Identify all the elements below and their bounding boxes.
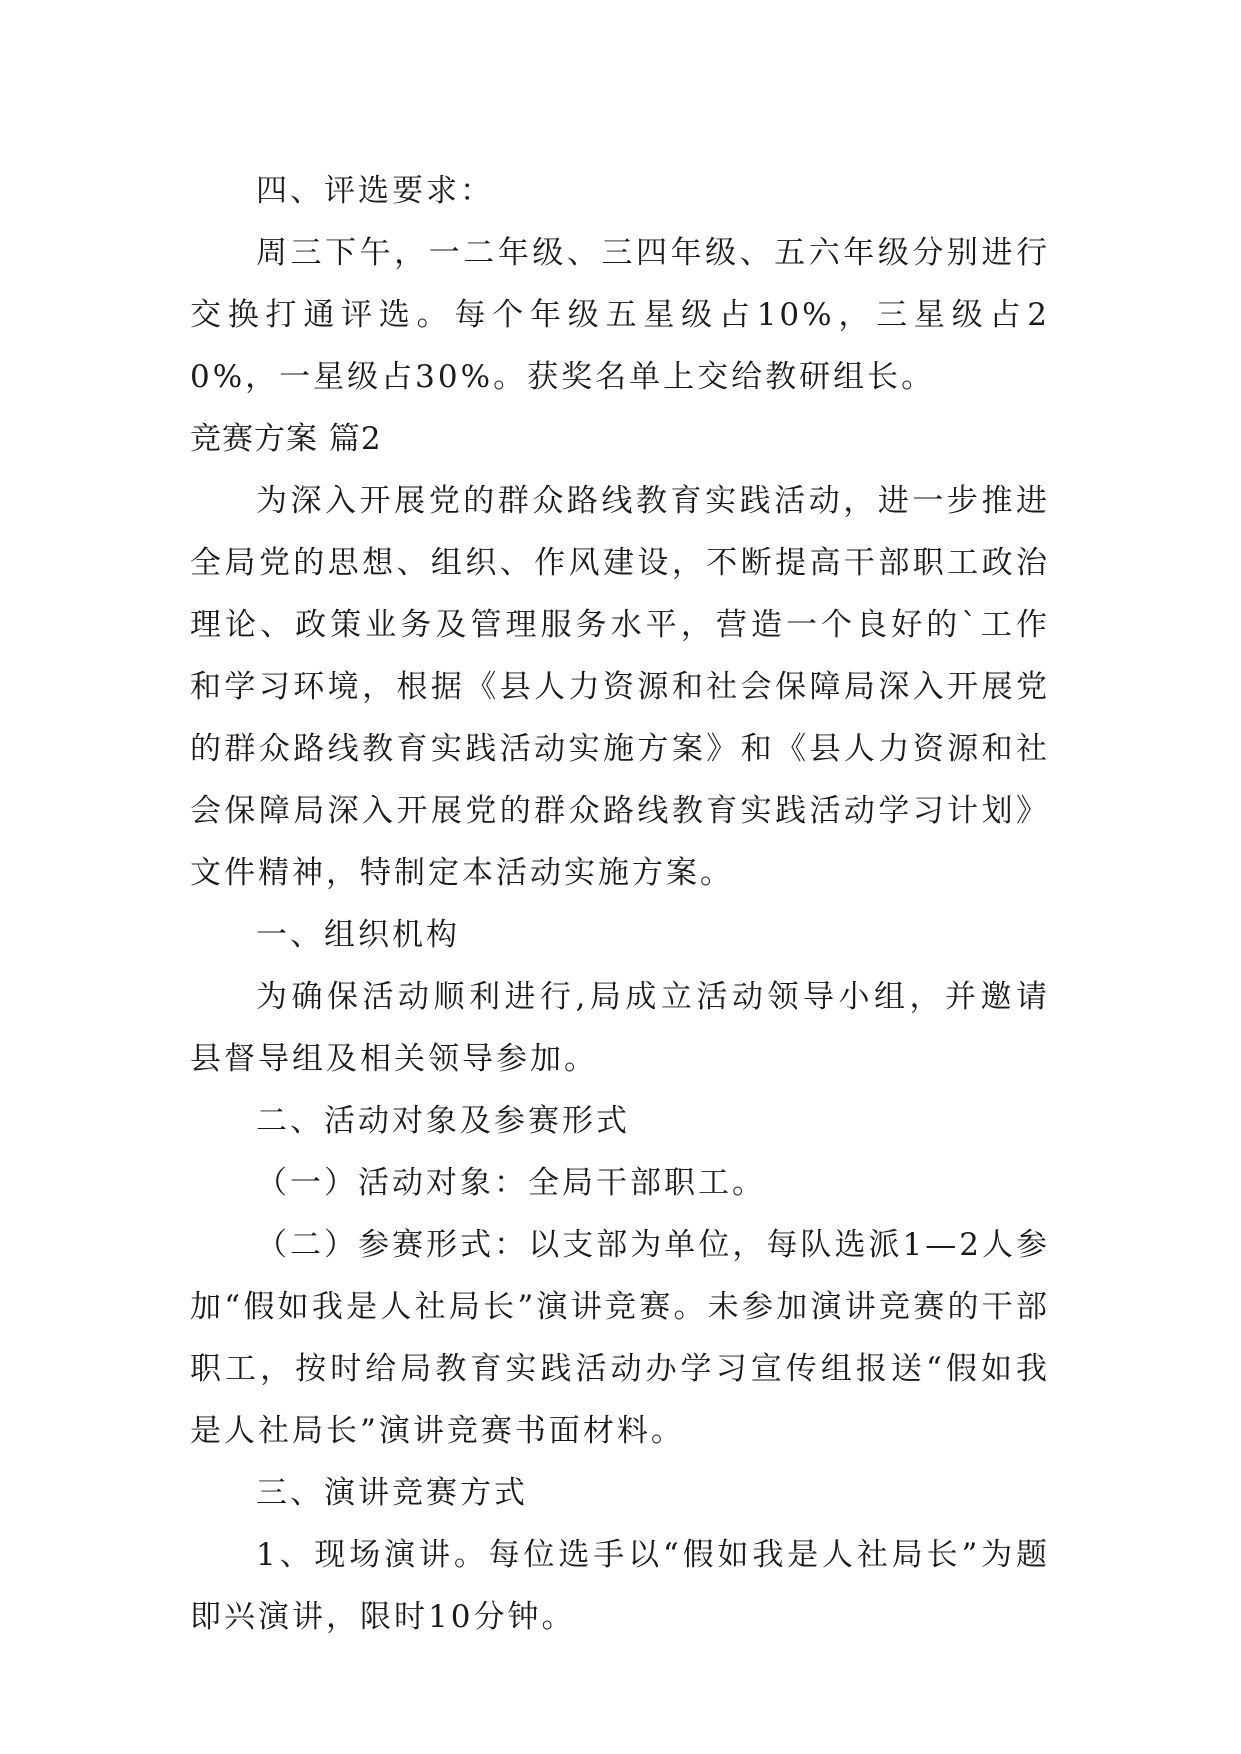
paragraph-participation-format: （二）参赛形式：以支部为单位，每队选派1—2人参加“假如我是人社局长”演讲竞赛。未参加演讲竞赛的干部职工，按时给局教育实践活动办学习宣传组报送“假如我是人社局长”演讲竞赛书面材料。: [190, 1227, 1050, 1449]
paragraph-organization: 为确保活动顺利进行,局成立活动领导小组，并邀请县督导组及相关领导参加。: [190, 979, 1050, 1077]
paragraph-introduction: 为深入开展党的群众路线教育实践活动，进一步推进全局党的思想、组织、作风建设，不断提高干部职工政治理论、政策业务及管理服务水平，营造一个良好的`工作和学习环境，根据《县人力资源和社会保障局深入开展党的群众路线教育实践活动实施方案》和《县人力资源和社会保障局深入开展党的群众路线教育实践活动学习计划》文件精神，特制定本活动实施方案。: [190, 483, 1050, 891]
section-heading-organization: 一、组织机构: [256, 917, 460, 953]
paragraph-live-speech: 1、现场演讲。每位选手以“假如我是人社局长”为题即兴演讲，限时10分钟。: [190, 1537, 1050, 1635]
section-heading-evaluation-requirements: 四、评选要求：: [256, 173, 494, 209]
paragraph-evaluation-details: 周三下午，一二年级、三四年级、五六年级分别进行交换打通评选。每个年级五星级占10%，三星级占20%，一星级占30%。获奖名单上交给教研组长。: [190, 235, 1050, 395]
paragraph-participants-target: （一）活动对象：全局干部职工。: [256, 1165, 766, 1201]
section-heading-participants: 二、活动对象及参赛形式: [256, 1103, 630, 1139]
section-heading-speech-format: 三、演讲竞赛方式: [256, 1475, 528, 1511]
document-subtitle: 竞赛方案 篇2: [190, 421, 382, 457]
document-body: [190, 160, 1050, 1648]
